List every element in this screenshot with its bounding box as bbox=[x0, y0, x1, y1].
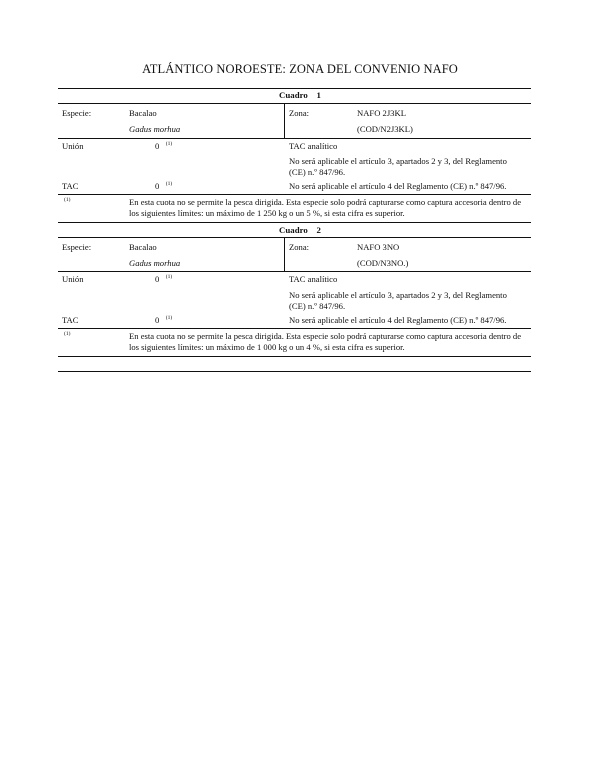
union-value bbox=[155, 141, 172, 152]
note-article-4: No será aplicable el artículo 4 del Reglamento (CE) n.º 847/96. bbox=[289, 315, 507, 325]
table-heading bbox=[0, 90, 600, 100]
tac-value bbox=[155, 315, 172, 326]
note-article-3: No será aplicable el artículo 3, apartados 2 y 3, del Reglamento (CE) n.º 847/96. bbox=[289, 290, 507, 311]
especie-common-name: Bacalao bbox=[129, 242, 157, 252]
table-header-rule bbox=[58, 103, 531, 104]
union-label: Unión bbox=[62, 141, 84, 151]
tac-footnote-ref: (1) bbox=[165, 181, 173, 188]
union-value-number: 0 bbox=[155, 141, 160, 151]
table-bottom-rule bbox=[58, 356, 531, 357]
table-footnote-rule bbox=[58, 328, 531, 329]
column-divider bbox=[284, 103, 285, 138]
tac-label: TAC bbox=[62, 315, 79, 325]
table-top-rule bbox=[58, 88, 531, 89]
tac-value-number: 0 bbox=[155, 181, 160, 191]
table-heading-word: Cuadro bbox=[279, 225, 308, 235]
column-divider bbox=[284, 237, 285, 271]
table-row-rule bbox=[58, 271, 531, 272]
union-value-number: 0 bbox=[155, 274, 160, 284]
especie-latin-name: Gadus morhua bbox=[129, 124, 181, 134]
tac-type: TAC analítico bbox=[289, 274, 338, 284]
tac-value-number: 0 bbox=[155, 315, 160, 325]
union-value bbox=[155, 274, 172, 285]
tac-type: TAC analítico bbox=[289, 141, 338, 151]
table-heading bbox=[0, 225, 600, 235]
union-label: Unión bbox=[62, 274, 84, 284]
footnote-ref: (1) bbox=[64, 331, 71, 337]
table-header-rule bbox=[58, 237, 531, 238]
footnote-text: En esta cuota no se permite la pesca dirigida. Esta especie solo podrá capturarse como captura accesoria dentro de los siguientes límites: un máximo de 1 250 kg o un 5 %, si esta cifra es superior. bbox=[129, 197, 522, 218]
zona-label: Zona: bbox=[289, 242, 310, 252]
especie-label: Especie: bbox=[62, 242, 92, 252]
union-footnote-ref: (1) bbox=[165, 141, 173, 148]
tac-value bbox=[155, 181, 172, 192]
zona-label: Zona: bbox=[289, 108, 310, 118]
footnote-ref: (1) bbox=[64, 197, 71, 203]
especie-latin-name: Gadus morhua bbox=[129, 258, 181, 268]
zona-code: (COD/N3NO.) bbox=[357, 258, 409, 268]
page-title: ATLÁNTICO NOROESTE: ZONA DEL CONVENIO NAFO bbox=[142, 62, 458, 76]
zona-code: (COD/N2J3KL) bbox=[357, 124, 413, 134]
table-footnote-rule bbox=[58, 194, 531, 195]
especie-common-name: Bacalao bbox=[129, 108, 157, 118]
note-article-4: No será aplicable el artículo 4 del Reglamento (CE) n.º 847/96. bbox=[289, 181, 507, 191]
table-top-rule bbox=[58, 222, 531, 223]
table-heading-number: 2 bbox=[316, 225, 321, 235]
especie-label: Especie: bbox=[62, 108, 92, 118]
section-end-rule bbox=[58, 371, 531, 372]
footnote-text: En esta cuota no se permite la pesca dirigida. Esta especie solo podrá capturarse como captura accesoria dentro de los siguientes límites: un máximo de 1 000 kg o un 4 %, si esta cifra es superior. bbox=[129, 331, 522, 352]
zona-name: NAFO 2J3KL bbox=[357, 108, 406, 118]
zona-name: NAFO 3NO bbox=[357, 242, 400, 252]
union-footnote-ref: (1) bbox=[165, 274, 173, 281]
table-heading-word: Cuadro bbox=[279, 90, 308, 100]
tac-label: TAC bbox=[62, 181, 79, 191]
table-row-rule bbox=[58, 138, 531, 139]
note-article-3: No será aplicable el artículo 3, apartados 2 y 3, del Reglamento (CE) n.º 847/96. bbox=[289, 156, 507, 177]
tac-footnote-ref: (1) bbox=[165, 315, 173, 322]
table-heading-number: 1 bbox=[316, 90, 321, 100]
